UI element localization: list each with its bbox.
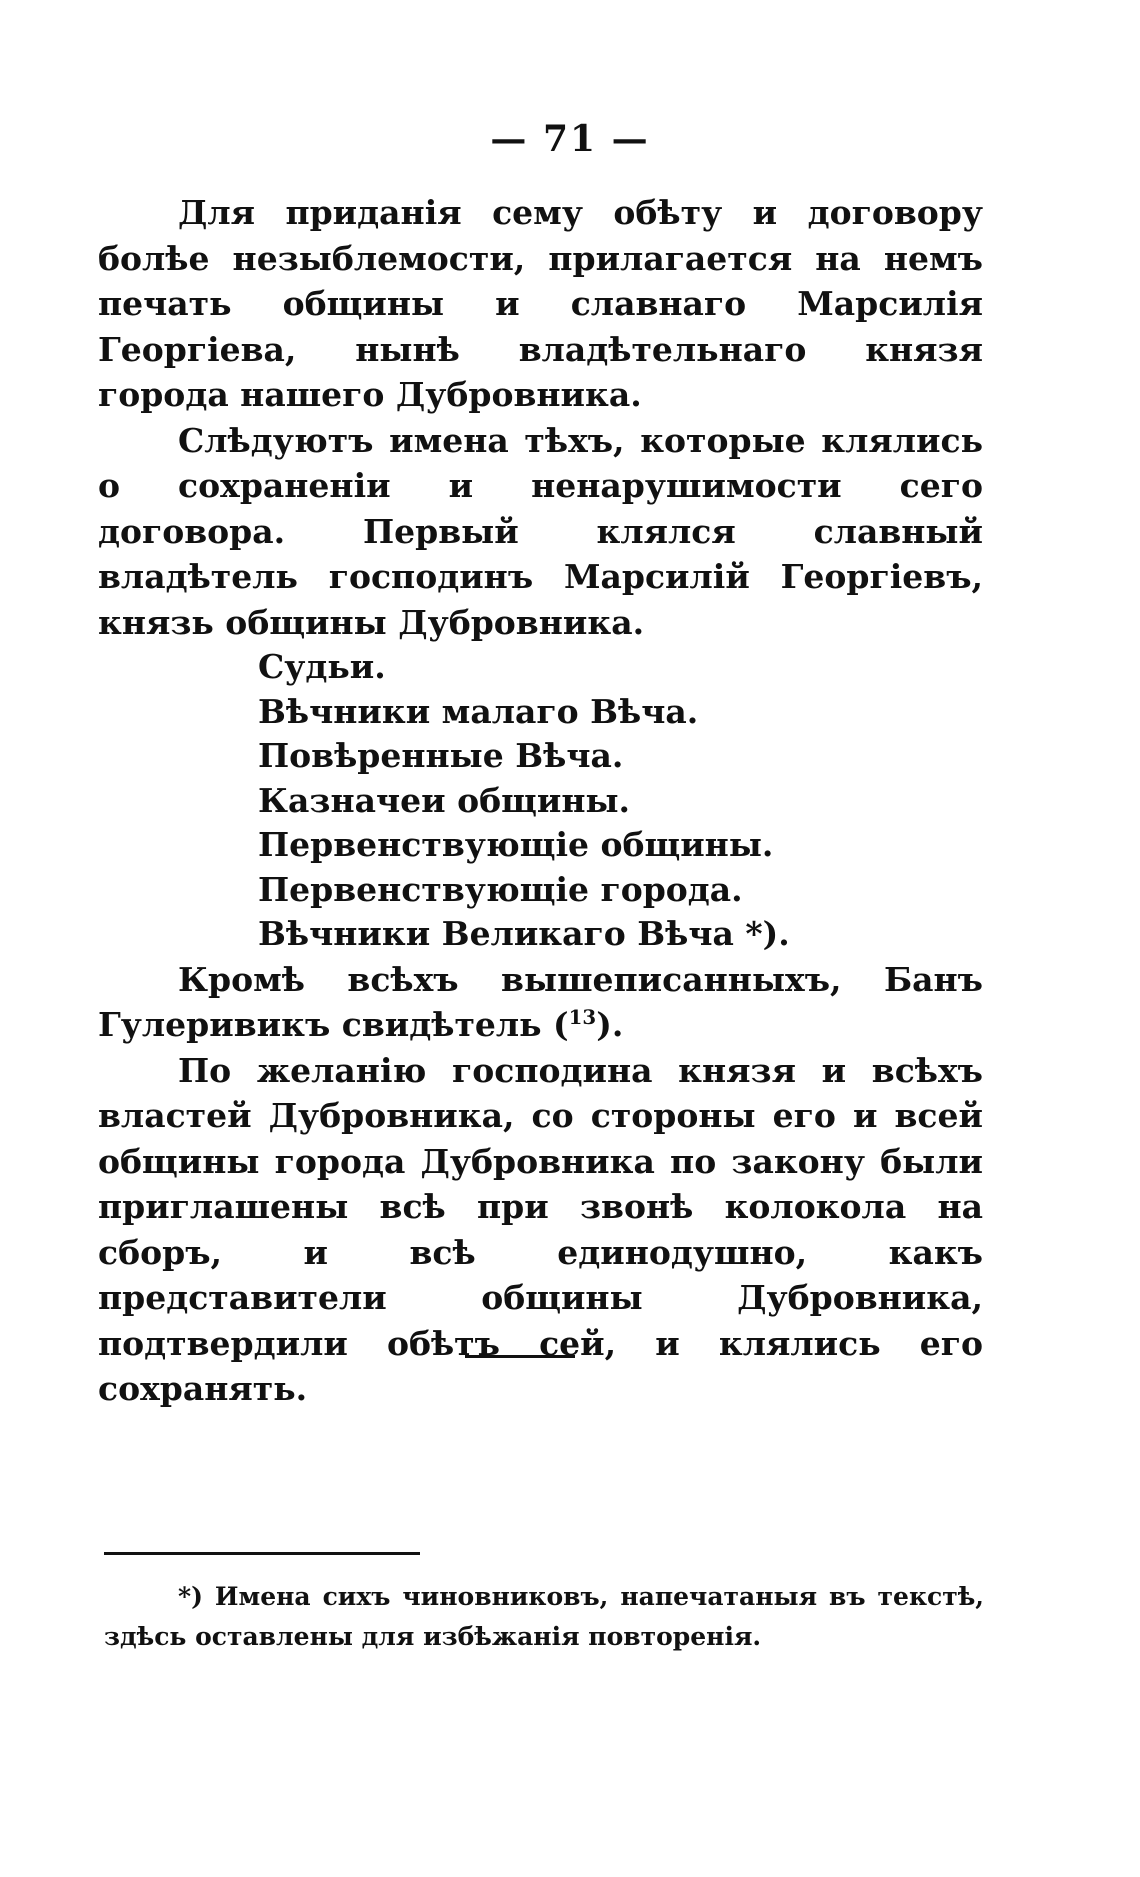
footnote: *) Имена сихъ чиновниковъ, напечатаныя въ текстѣ, здѣсь оставлены для избѣжанія повторенія. (104, 1582, 984, 1651)
footnote-divider (104, 1552, 420, 1555)
paragraph-witness (98, 957, 983, 1048)
list-item: Вѣчники малаго Вѣча. (258, 691, 699, 731)
list-item: Первенствующіе города. (258, 869, 743, 909)
list-item: Казначеи общины. (258, 780, 631, 820)
paragraph-closing: По желанію господина князя и всѣхъ властей Дубровника, со стороны его и всей общины города Дубровника по закону были приглашены всѣ при звонѣ колокола на сборъ, и всѣ единодушно, какъ представители общины Дубровника, подтвердили обѣтъ сей, и клялись его сохранять. (98, 1050, 983, 1408)
list-item: Повѣренные Вѣча. (258, 736, 624, 775)
main-text (98, 190, 983, 1412)
section-divider (465, 1355, 575, 1358)
paragraph-oath: Слѣдуютъ имена тѣхъ, которые клялись о сохраненіи и ненарушимости сего договора. Первый клялся славный владѣтель господинъ Марсилій Георгіевъ, князь общины Дубровника. (98, 420, 983, 642)
footnote-ref: 13 (568, 1005, 597, 1029)
page-number: — 71 — (490, 118, 650, 160)
list-item: Первенствующіе общины. (258, 825, 774, 864)
list-item: Судьи. (258, 647, 386, 686)
paragraph-seal: Для приданія сему обѣту и договору болѣе незыблемости, прилагается на немъ печать общины и славнаго Марсилія Георгіева, нынѣ владѣтельнаго князя города нашего Дубровника. (98, 193, 983, 414)
list-item: Вѣчники Великаго Вѣча *). (258, 914, 790, 953)
witness-close: ). (596, 1005, 624, 1044)
officials-list (98, 645, 983, 957)
witness-text: Кромѣ всѣхъ вышеписанныхъ, Банъ Гулеривикъ свидѣтель ( (98, 959, 983, 1044)
